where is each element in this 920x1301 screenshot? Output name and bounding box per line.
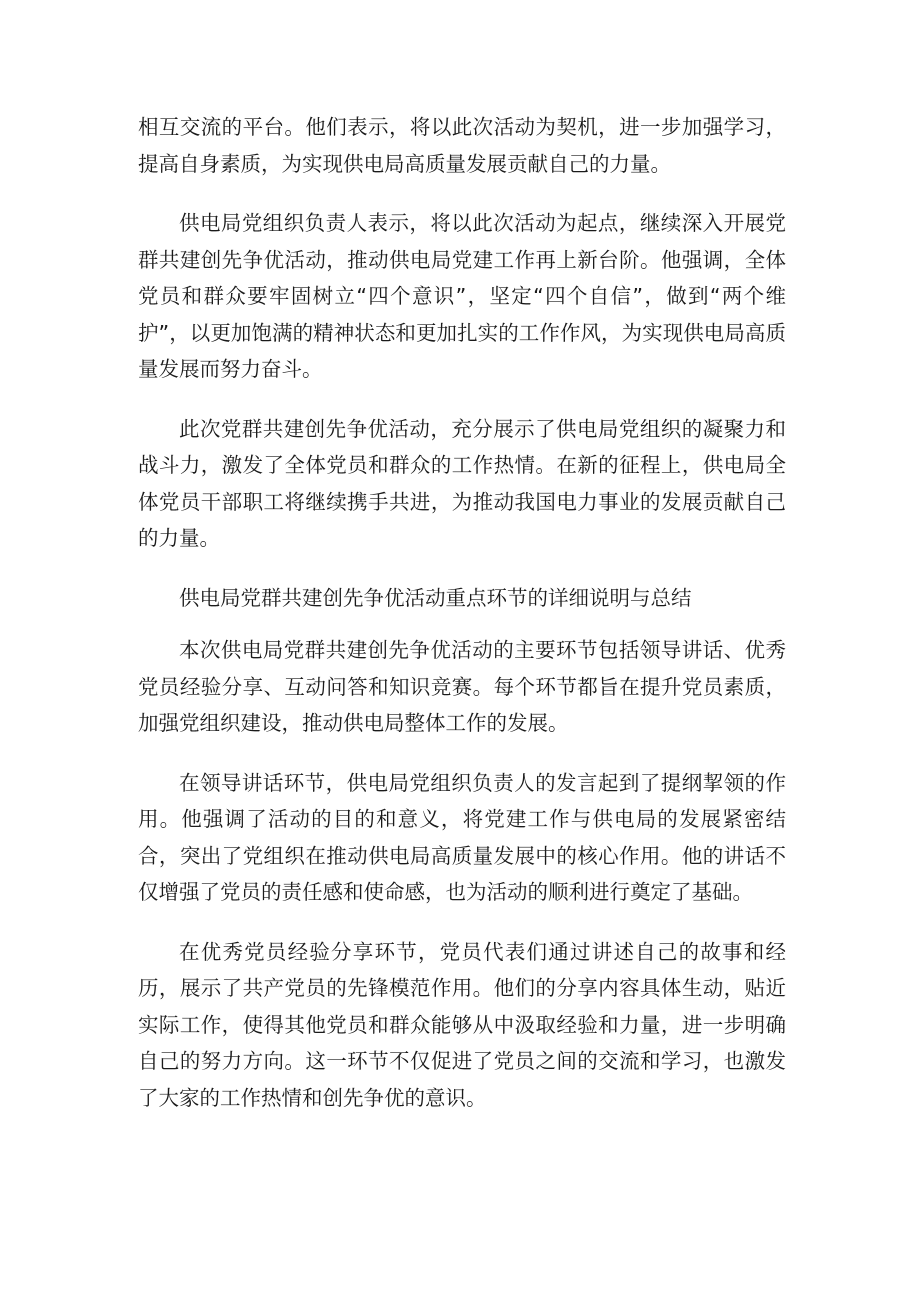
paragraph-leader-statement: 供电局党组织负责人表示，将以此次活动为起点，继续深入开展党群共建创先争优活动，推动供电局党建工作再上新台阶。他强调，全体党员和群众要牢固树立“四个意识”，坚定“四个自信”，做到“两个维护”，以更加饱满的精神状态和更加扎实的工作作风，为实现供电局高质量发展而努力奋斗。 [138, 211, 786, 381]
paragraph-activity-summary: 此次党群共建创先争优活动，充分展示了供电局党组织的凝聚力和战斗力，激发了全体党员和群众的工作热情。在新的征程上，供电局全体党员干部职工将继续携手共进，为推动我国电力事业的发展贡献自己的力量。 [138, 416, 786, 550]
document-body [138, 109, 786, 1139]
paragraph-main-sections: 本次供电局党群共建创先争优活动的主要环节包括领导讲话、优秀党员经验分享、互动问答和知识竞赛。每个环节都旨在提升党员素质，加强党组织建设，推动供电局整体工作的发展。 [138, 638, 786, 735]
section-heading: 供电局党群共建创先争优活动重点环节的详细说明与总结 [179, 585, 692, 610]
paragraph-leader-speech: 在领导讲话环节，供电局党组织负责人的发言起到了提纲挈领的作用。他强调了活动的目的和意义，将党建工作与供电局的发展紧密结合，突出了党组织在推动供电局高质量发展中的核心作用。他的讲话不仅增强了党员的责任感和使命感，也为活动的顺利进行奠定了基础。 [138, 770, 786, 904]
paragraph-experience-sharing: 在优秀党员经验分享环节，党员代表们通过讲述自己的故事和经历，展示了共产党员的先锋模范作用。他们的分享内容具体生动，贴近实际工作，使得其他党员和群众能够从中汲取经验和力量，进一步明确自己的努力方向。这一环节不仅促进了党员之间的交流和学习，也激发了大家的工作热情和创先争优的意识。 [138, 939, 786, 1110]
paragraph-continuation: 相互交流的平台。他们表示，将以此次活动为契机，进一步加强学习，提高自身素质，为实现供电局高质量发展贡献自己的力量。 [138, 115, 786, 176]
